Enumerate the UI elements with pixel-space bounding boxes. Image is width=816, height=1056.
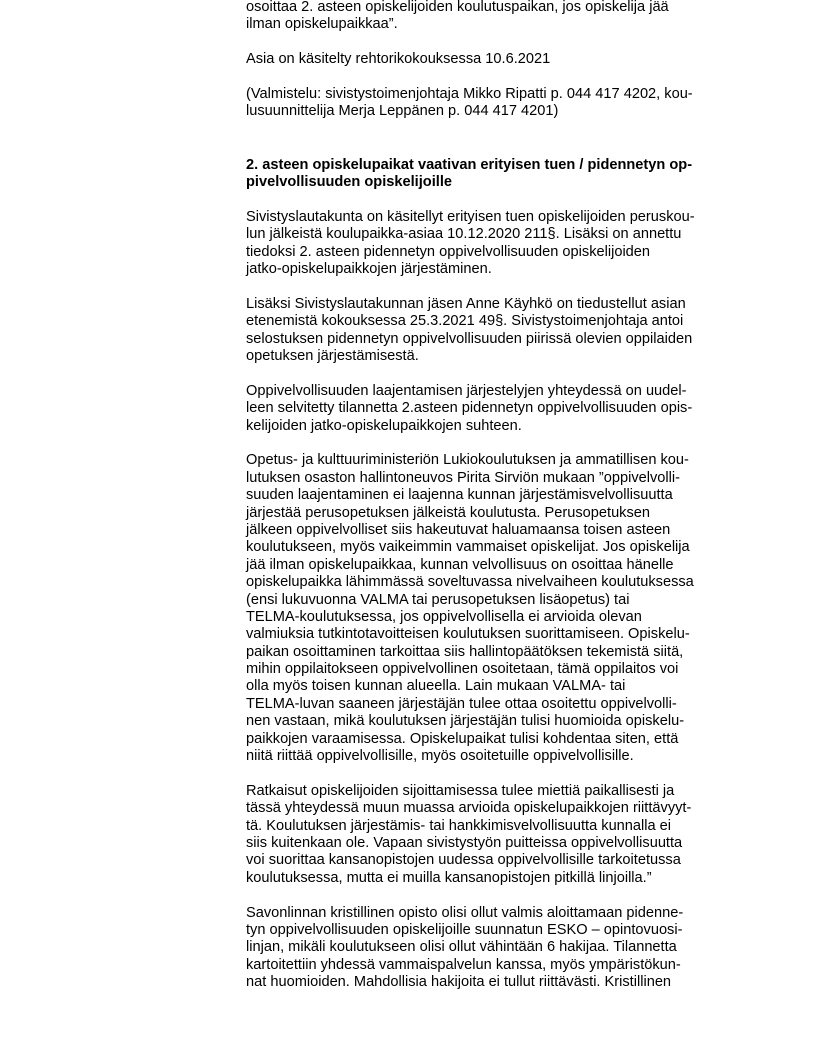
title-line: pivelvollisuuden opiskelijoille	[246, 174, 452, 191]
section-title	[246, 157, 746, 192]
text-line: kartoitettiin yhdessä vammaispalvelun kanssa, myös ympäristökun-	[246, 956, 681, 973]
title-line: 2. asteen opiskelupaikat vaativan erityisen tuen / pidennetyn op-	[246, 156, 693, 173]
text-line: leen selvitetty tilannetta 2.asteen pidennetyn oppivelvollisuuden opis-	[246, 400, 693, 417]
text-line: olla myös toisen kunnan alueella. Lain mukaan VALMA- tai	[246, 678, 626, 695]
text-line: koulutuksessa, mutta ei muilla kansanopistojen pitkillä linjoilla.”	[246, 869, 652, 886]
text-line: TELMA-koulutuksessa, jos oppivelvollisella ei arvioida olevan	[246, 608, 642, 625]
text-line: jälkeen oppivelvolliset siis hakeutuvat haluamaansa toisen asteen	[246, 521, 671, 538]
text-line: tyn oppivelvollisuuden opiskelijoille suunnatun ESKO – opintovuosi-	[246, 921, 683, 938]
text-line: nat huomioiden. Mahdollisia hakijoita ei tullut riittävästi. Kristillinen	[246, 974, 672, 991]
text-line: siis kuitenkaan ole. Vapaan sivistystyön puitteissa oppivelvollisuutta	[246, 834, 683, 851]
text-line: opiskelupaikka lähimmässä soveltuvassa nivelvaiheen koulutuksessa	[246, 574, 694, 591]
body-paragraph-2	[246, 296, 746, 366]
text-line: niitä riittää oppivelvollisille, myös osoitetuille oppivelvollisille.	[246, 748, 634, 765]
text-line: Sivistyslautakunta on käsitellyt erityisen tuen opiskelijoiden peruskou-	[246, 208, 695, 225]
text-line: järjestää perusopetuksen jälkeistä koulutusta. Perusopetuksen	[246, 504, 651, 521]
text-line: kelijoiden jatko-opiskelupaikkojen suhteen.	[246, 417, 522, 434]
text-line: Ratkaisut opiskelijoiden sijoittamisessa tulee miettiä paikallisesti ja	[246, 782, 675, 799]
text-line: lusuunnittelija Merja Leppänen p. 044 417 4201)	[246, 103, 559, 120]
text-line: (Valmistelu: sivistystoimenjohtaja Mikko Ripatti p. 044 417 4202, kou-	[246, 85, 693, 102]
intro-paragraph	[246, 0, 746, 34]
text-line: voi suorittaa kansanopistojen uudessa oppivelvollisille tarkoitetussa	[246, 852, 681, 869]
text-line: osoittaa 2. asteen opiskelijoiden koulutuspaikan, jos opiskelija jää	[246, 0, 669, 15]
text-line: Opetus- ja kulttuuriministeriön Lukiokoulutuksen ja ammatillisen kou-	[246, 452, 689, 469]
text-line: TELMA-luvan saaneen järjestäjän tulee ottaa osoitettu oppivelvolli-	[246, 695, 677, 712]
text-line: (ensi lukuvuonna VALMA tai perusopetuksen lisäopetus) tai	[246, 591, 630, 608]
text-line: lun jälkeistä koulupaikka-asiaa 10.12.2020 211§. Lisäksi on annettu	[246, 226, 682, 243]
body-paragraph-5	[246, 783, 746, 887]
text-line: selostuksen pidennetyn oppivelvollisuuden piirissä olevien oppilaiden	[246, 330, 693, 347]
text-line: ilman opiskelupaikkaa”.	[246, 16, 398, 33]
body-paragraph-1	[246, 209, 746, 279]
text-line: jatko-opiskelupaikkojen järjestäminen.	[246, 261, 492, 278]
document-page	[246, 0, 746, 991]
body-paragraph-4	[246, 452, 746, 765]
preparation-note	[246, 86, 746, 121]
text-line: koulutukseen, myös vaikeimmin vammaiset opiskelijat. Jos opiskelija	[246, 539, 690, 556]
text-line: tässä yhteydessä muun muassa arvioida opiskelupaikkojen riittävyyt-	[246, 800, 692, 817]
body-paragraph-6	[246, 905, 746, 992]
text-line: jää ilman opiskelupaikkaa, kunnan velvollisuus on osoittaa hänelle	[246, 556, 674, 573]
text-line: tä. Koulutuksen järjestämis- tai hankkimisvelvollisuutta kunnalla ei	[246, 817, 672, 834]
text-line: valmiuksia tutkintotavoitteisen koulutuksen suorittamiseen. Opiskelu-	[246, 626, 690, 643]
text-line: Lisäksi Sivistyslautakunnan jäsen Anne Käyhkö on tiedustellut asian	[246, 295, 686, 312]
text-line: lutuksen osaston hallintoneuvos Pirita Sirviön mukaan ”oppivelvolli-	[246, 469, 680, 486]
processed-note	[246, 51, 746, 68]
text-line: paikan osoittaminen tarkoittaa siis hallintopäätöksen tekemistä siitä,	[246, 643, 684, 660]
text-line: Asia on käsitelty rehtorikokouksessa 10.6.2021	[246, 51, 551, 68]
text-line: tiedoksi 2. asteen pidennetyn oppivelvollisuuden opiskelijoiden	[246, 243, 651, 260]
text-line: opetuksen järjestämisestä.	[246, 348, 419, 365]
text-line: paikkojen varaamisessa. Opiskelupaikat tulisi kohdentaa siten, että	[246, 730, 679, 747]
text-line: Oppivelvollisuuden laajentamisen järjestelyjen yhteydessä on uudel-	[246, 382, 687, 399]
body-paragraph-3	[246, 383, 746, 435]
text-line: nen vastaan, mikä koulutuksen järjestäjän tulisi huomioida opiskelu-	[246, 713, 685, 730]
text-line: suuden laajentaminen ei laajenna kunnan järjestämisvelvollisuutta	[246, 487, 673, 504]
text-line: Savonlinnan kristillinen opisto olisi ollut valmis aloittamaan pidenne-	[246, 904, 684, 921]
text-line: linjan, mikäli koulutukseen olisi ollut vähintään 6 hakijaa. Tilannetta	[246, 939, 677, 956]
text-line: mihin oppilaitokseen oppivelvollinen osoitetaan, tämä oppilaitos voi	[246, 661, 679, 678]
text-line: etenemistä kokouksessa 25.3.2021 49§. Sivistystoimenjohtaja antoi	[246, 313, 684, 330]
